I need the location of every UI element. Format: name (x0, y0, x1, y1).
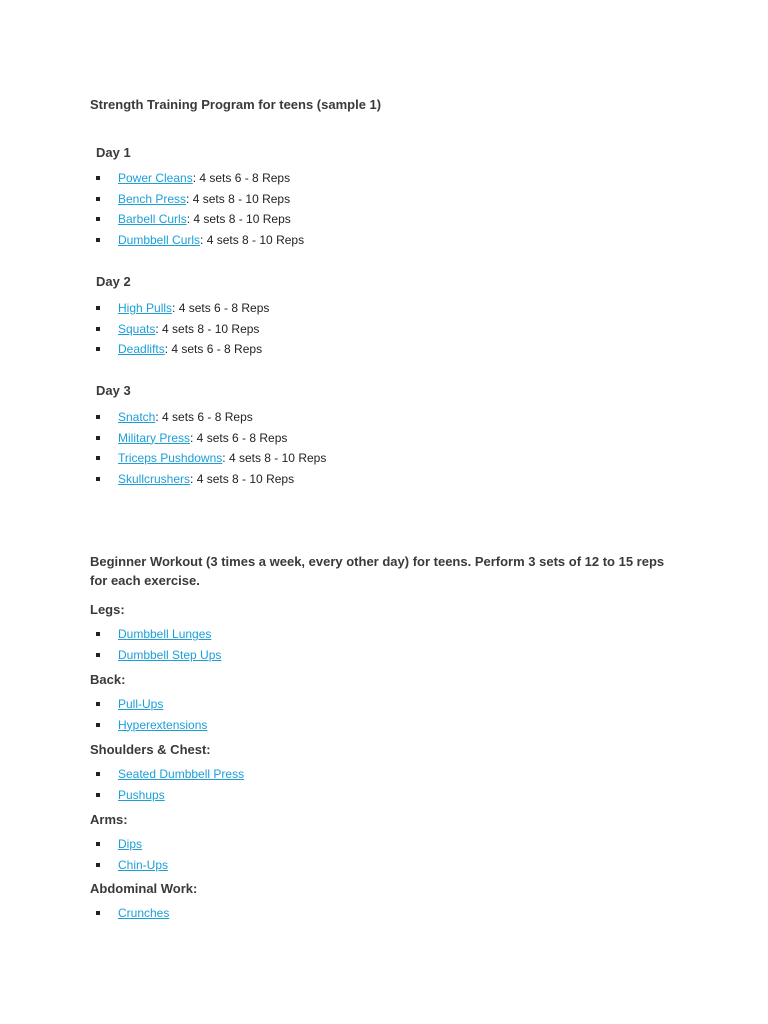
group-arms-list (96, 834, 168, 875)
exercise-detail: : 4 sets 8 - 10 Reps (190, 471, 295, 486)
bullet-icon (96, 702, 100, 706)
exercise-detail: : 4 sets 6 - 8 Reps (164, 342, 263, 356)
exercise-link-hyperextensions[interactable]: Hyperextensions (118, 717, 208, 732)
exercise-link-deadlifts[interactable]: Deadlifts (118, 342, 165, 356)
bullet-icon (96, 842, 100, 846)
list-item (96, 209, 304, 230)
exercise-link-triceps-pushdowns[interactable]: Triceps Pushdowns (118, 451, 223, 465)
exercise-link-dumbbell-lunges[interactable]: Dumbbell Lunges (118, 627, 212, 641)
exercise-link-squats[interactable]: Squats (118, 321, 156, 336)
bullet-icon (96, 772, 100, 776)
list-item (96, 715, 207, 736)
list-item (96, 855, 168, 876)
list-item (96, 469, 326, 490)
bullet-icon (96, 911, 100, 915)
day-1-list (96, 168, 304, 250)
exercise-detail: : 4 sets 8 - 10 Reps (155, 321, 260, 336)
exercise-link-dips[interactable]: Dips (118, 837, 143, 851)
exercise-link-dumbbell-curls[interactable]: Dumbbell Curls (118, 232, 201, 247)
group-abdominal-heading: Abdominal Work: (90, 881, 198, 896)
day-2-heading: Day 2 (96, 274, 131, 289)
exercise-link-seated-dumbbell-press[interactable]: Seated Dumbbell Press (118, 767, 245, 781)
exercise-link-pushups[interactable]: Pushups (118, 787, 165, 802)
group-abdominal-list (96, 903, 169, 924)
bullet-icon (96, 863, 100, 867)
exercise-detail: : 4 sets 8 - 10 Reps (200, 232, 305, 247)
list-item (96, 448, 326, 469)
list-item (96, 903, 169, 924)
group-back-heading: Back: (90, 672, 126, 687)
list-item (96, 407, 326, 428)
group-legs-list (96, 624, 221, 665)
beginner-intro-line-2: for each exercise. (90, 573, 200, 588)
bullet-icon (96, 415, 100, 419)
exercise-detail: : 4 sets 6 - 8 Reps (190, 430, 288, 445)
group-arms-heading: Arms: (90, 812, 128, 827)
exercise-detail: : 4 sets 8 - 10 Reps (222, 451, 327, 465)
exercise-link-chin-ups[interactable]: Chin-Ups (118, 857, 169, 872)
exercise-link-barbell-curls[interactable]: Barbell Curls (118, 212, 187, 226)
bullet-icon (96, 306, 100, 310)
list-item (96, 764, 244, 785)
bullet-icon (96, 477, 100, 481)
list-item (96, 189, 304, 210)
bullet-icon (96, 197, 100, 201)
exercise-link-crunches[interactable]: Crunches (118, 906, 170, 920)
bullet-icon (96, 327, 100, 331)
exercise-detail: : 4 sets 6 - 8 Reps (172, 301, 270, 315)
exercise-detail: : 4 sets 8 - 10 Reps (186, 191, 291, 206)
exercise-detail: : 4 sets 6 - 8 Reps (192, 171, 291, 185)
bullet-icon (96, 217, 100, 221)
bullet-icon (96, 723, 100, 727)
bullet-icon (96, 347, 100, 351)
bullet-icon (96, 238, 100, 242)
day-3-heading: Day 3 (96, 383, 131, 398)
exercise-detail: : 4 sets 6 - 8 Reps (155, 410, 253, 424)
bullet-icon (96, 632, 100, 636)
list-item (96, 428, 326, 449)
day-3-list (96, 407, 326, 489)
exercise-link-dumbbell-step-ups[interactable]: Dumbbell Step Ups (118, 647, 222, 662)
day-2-list (96, 298, 269, 360)
group-legs-heading: Legs: (90, 602, 125, 617)
list-item (96, 834, 168, 855)
list-item (96, 230, 304, 251)
list-item (96, 645, 221, 666)
bullet-icon (96, 436, 100, 440)
program-title: Strength Training Program for teens (sample 1) (90, 97, 382, 112)
list-item (96, 785, 244, 806)
list-item (96, 319, 269, 340)
list-item (96, 339, 269, 360)
bullet-icon (96, 653, 100, 657)
bullet-icon (96, 456, 100, 460)
list-item (96, 168, 304, 189)
exercise-link-high-pulls[interactable]: High Pulls (118, 301, 173, 315)
group-shoulders-chest-list (96, 764, 244, 805)
bullet-icon (96, 176, 100, 180)
group-back-list (96, 694, 207, 735)
exercise-link-power-cleans[interactable]: Power Cleans (118, 171, 193, 185)
list-item (96, 694, 207, 715)
exercise-link-skullcrushers[interactable]: Skullcrushers (118, 471, 191, 486)
group-shoulders-chest-heading: Shoulders & Chest: (90, 742, 211, 757)
list-item (96, 624, 221, 645)
day-1-heading: Day 1 (96, 145, 131, 160)
exercise-link-military-press[interactable]: Military Press (118, 430, 191, 445)
beginner-intro-line-1: Beginner Workout (3 times a week, every other day) for teens. Perform 3 sets of 12 to 15 reps (90, 554, 665, 569)
exercise-link-snatch[interactable]: Snatch (118, 410, 156, 424)
exercise-link-pull-ups[interactable]: Pull-Ups (118, 697, 164, 711)
exercise-link-bench-press[interactable]: Bench Press (118, 191, 187, 206)
bullet-icon (96, 793, 100, 797)
list-item (96, 298, 269, 319)
exercise-detail: : 4 sets 8 - 10 Reps (186, 212, 291, 226)
